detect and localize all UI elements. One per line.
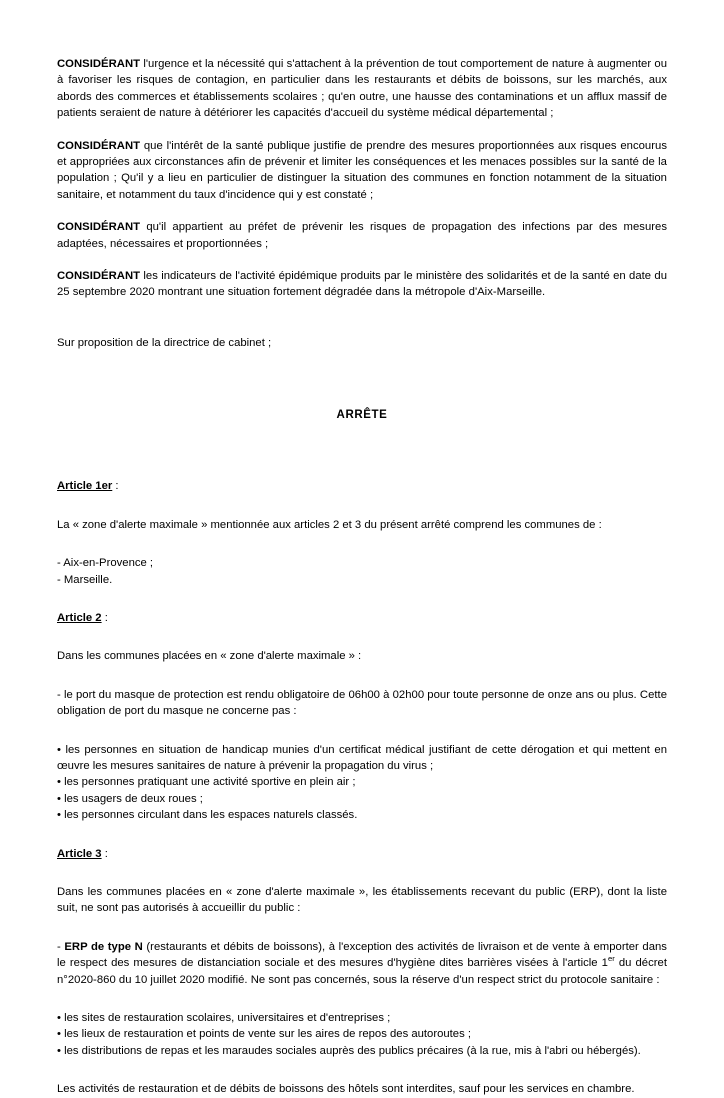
erp-ordinal-superscript: er: [607, 954, 615, 964]
article-1-heading: [57, 478, 667, 494]
spacer: [57, 351, 667, 397]
article-2-bullet-1: • les personnes en situation de handicap munies d'un certificat médical justifiant de cette dérogation et qui mettent en œuvre les mesures sanitaires de nature à prévenir la propagation du virus ;: [57, 743, 667, 772]
proposition-line: Sur proposition de la directrice de cabinet ;: [57, 336, 272, 349]
considerant-keyword: CONSIDÉRANT: [57, 58, 141, 70]
article-2-intro: Dans les communes placées en « zone d'alerte maximale » :: [57, 650, 362, 663]
considerant-text: qu'il appartient au préfet de prévenir les risques de propagation des infections par des mesures adaptées, nécessaires et proportionnées ;: [57, 221, 667, 250]
article-3-erp-item: [57, 939, 667, 988]
spacer: [57, 588, 667, 610]
spacer: [57, 533, 667, 555]
article-3-heading-label: Article 3: [57, 847, 102, 860]
article-3-intro: Dans les communes placées en « zone d'alerte maximale », les établissements recevant du public (ERP), dont la liste suit, ne sont pas autorisés à accueillir du public :: [57, 885, 667, 915]
spacer: [57, 203, 667, 219]
considerant-paragraph-3: [57, 219, 667, 252]
considerant-text: l'urgence et la nécessité qui s'attachent à la prévention de tout comportement de nature à augmenter ou à favoriser les risques de contagion, en particulier dans les restaurants et débits de boissons, sur les marchés, aux abords des commerces et établissements scolaires ; qu'en outre, une hausse des contaminations et un afflux massif de patients seraient de nature à détériorer les capacités d'accueil du système médical départemental ;: [57, 58, 667, 120]
considerant-paragraph-2: [57, 138, 667, 204]
erp-type-label: ERP de type N: [64, 940, 143, 953]
article-2-bullet-2: • les personnes pratiquant une activité sportive en plein air ;: [57, 776, 356, 789]
spacer: [57, 252, 667, 268]
spacer: [57, 665, 667, 687]
considerant-paragraph-1: [57, 56, 667, 122]
erp-dash-prefix: -: [57, 940, 65, 953]
article-3-bullet-3: • les distributions de repas et les maraudes sociales auprès des publics précaires (à la rue, mis à l'abri ou hébergés).: [57, 1044, 641, 1057]
considerant-text: que l'intérêt de la santé publique justifie de prendre des mesures proportionnées aux risques encourus et appropriées aux circonstances afin de prévenir et limiter les conséquences et les menaces possibles sur la santé de la population ; Qu'il y a lieu en particulier de distinguer la situation des communes en fonction notamment de la situation sanitaire, et notamment du taux d'incidence qui y est constaté ;: [57, 139, 667, 201]
considerant-keyword: CONSIDÉRANT: [57, 221, 141, 234]
considerant-keyword: CONSIDÉRANT: [57, 139, 141, 152]
document-body: [57, 56, 667, 1098]
spacer: [57, 1059, 667, 1081]
considerant-paragraph-4: [57, 268, 667, 301]
article-3-heading-suffix: :: [101, 847, 108, 860]
spacer: [57, 862, 667, 884]
considerant-text: les indicateurs de l'activité épidémique produits par le ministère des solidarités et de la santé en date du 25 septembre 2020 montrant une situation fortement dégradée dans la métropole d'Aix-Marseille.: [57, 270, 667, 299]
article-2-heading-suffix: :: [101, 611, 108, 624]
arrete-heading: ARRÊTE: [336, 408, 388, 421]
article-2-bullet-4: • les personnes circulant dans les espaces naturels classés.: [57, 809, 358, 822]
spacer: [57, 495, 667, 517]
considerant-keyword: CONSIDÉRANT: [57, 270, 141, 283]
article-2-bullet-3: • les usagers de deux roues ;: [57, 792, 203, 805]
spacer: [57, 917, 667, 939]
spacer: [57, 432, 667, 478]
spacer: [57, 824, 667, 846]
spacer: [57, 626, 667, 648]
spacer: [57, 122, 667, 138]
article-3-heading: [57, 846, 667, 862]
spacer: [57, 720, 667, 742]
article-3-bullet-2: • les lieux de restauration et points de vente sur les aires de repos des autoroutes ;: [57, 1028, 472, 1041]
article-1-heading-label: Article 1er: [57, 480, 113, 493]
spacer: [57, 988, 667, 1010]
article-3-closing: Les activités de restauration et de débits de boissons des hôtels sont interdites, sauf pour les services en chambre.: [57, 1083, 635, 1096]
commune-item-aix: - Aix-en-Provence ;: [57, 557, 154, 570]
article-1-intro: La « zone d'alerte maximale » mentionnée aux articles 2 et 3 du présent arrêté comprend les communes de :: [57, 518, 602, 531]
commune-item-marseille: - Marseille.: [57, 573, 113, 586]
erp-text-part-1: (restaurants et débits de boissons), à l'exception des activités de livraison et de vente à emporter dans le respect des mesures de distanciation sociale et des mesures d'hygiène dites barrières visées à l'article 1: [57, 940, 667, 970]
article-2-measure: - le port du masque de protection est rendu obligatoire de 06h00 à 02h00 pour toute personne de onze ans ou plus. Cette obligation de port du masque ne concerne pas :: [57, 688, 667, 718]
spacer: [57, 301, 667, 335]
article-3-bullet-1: • les sites de restauration scolaires, universitaires et d'entreprises ;: [57, 1012, 391, 1024]
article-1-heading-suffix: :: [112, 480, 119, 493]
erp-text-part-2: du décret n°2020-860 du 10 juillet 2020 modifié. Ne sont pas concernés, sous la réserve d'un respect strict du protocole sanitaire :: [57, 957, 667, 986]
article-2-heading: [57, 610, 667, 626]
article-2-heading-label: Article 2: [57, 611, 102, 624]
